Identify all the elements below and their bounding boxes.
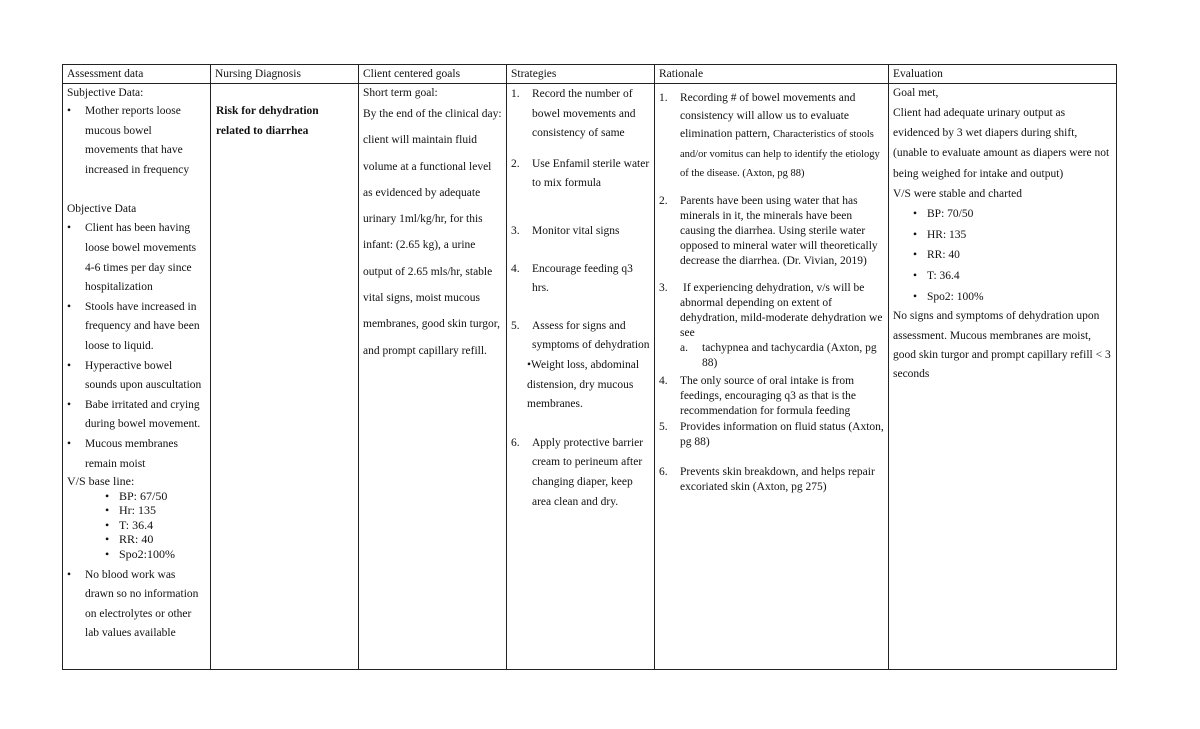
list-item: • Hyperactive bowel sounds upon auscultation [67,357,206,396]
list-item: • T: 36.4 [105,518,206,533]
header-assessment: Assessment data [63,65,211,84]
header-row [63,65,1117,84]
goal-status: Goal met, [893,87,939,99]
list-item: 4. The only source of oral intake is from feedings, encouraging q3 as that is the recommendation for formula feeding [659,375,856,418]
list-item: • Stools have increased in frequency and have been loose to liquid. [67,298,206,357]
list-item: 6. Prevents skin breakdown, and helps repair excoriated skin (Axton, pg 275) [659,466,875,494]
rationale-list [659,89,884,495]
strategies-list [511,85,650,512]
header-diagnosis: Nursing Diagnosis [211,65,359,84]
lab-list [67,566,206,644]
vs-baseline-list [67,489,206,562]
header-rationale: Rationale [655,65,889,84]
dehydration-signs: •Weight loss, abdominal distension, dry mucous membranes. [527,358,640,411]
goals-cell [359,84,507,670]
list-item: • Mother reports loose mucous bowel movements that have increased in frequency [67,102,206,180]
vs-baseline-label: V/S base line: [67,474,135,489]
strategies-cell [507,84,655,670]
list-item: • Spo2:100% [105,547,206,562]
list-item: • BP: 70/50 [913,204,1112,225]
diagnosis-cell [211,84,359,670]
list-item: • Babe irritated and crying during bowel movement. [67,396,206,435]
list-item: • T: 36.4 [913,266,1112,287]
header-goals: Client centered goals [359,65,507,84]
care-plan-table [62,64,1117,670]
list-item: 5. Provides information on fluid status (Axton, pg 88) [659,421,884,449]
header-evaluation: Evaluation [889,65,1117,84]
rationale-cell [655,84,889,670]
list-item: 2. Use Enfamil sterile water to mix formula [511,157,650,190]
list-item: • Spo2: 100% [913,287,1112,308]
list-item: • Mucous membranes remain moist [67,435,206,474]
header-strategies: Strategies [507,65,655,84]
bullet-icon: • [527,358,532,371]
subjective-list [67,102,206,180]
vs-status: V/S were stable and charted [893,187,1023,200]
list-item: 5. Assess for signs and symptoms of dehydration •Weight loss, abdominal distension, dry mucous membranes. [511,317,650,415]
evaluation-cell [889,84,1117,670]
list-item: • Hr: 135 [105,503,206,518]
objective-list [67,219,206,474]
list-item: • No blood work was drawn so no information on electrolytes or other lab values available [67,566,206,644]
list-item: 2. Parents have been using water that has minerals in it, the minerals have been causing the diarrhea. Using sterile water opposed to mineral water will theoretically decrease the diarrhea. (Dr. Vivian, 2019) [659,195,878,268]
evaluation-vs-list [893,204,1112,308]
list-item: 6. Apply protective barrier cream to perineum after changing diaper, keep area clean and dry. [511,436,644,508]
list-item: 1. Record the number of bowel movements and consistency of same [511,88,636,140]
objective-label: Objective Data [67,203,137,216]
list-item: • Client has been having loose bowel movements 4-6 times per day since hospitalization [67,219,206,297]
goal-label: Short term goal: [363,87,438,99]
list-item: 3. If experiencing dehydration, v/s will be abnormal depending on extent of dehydration, mild-moderate dehydration we see a. tachypnea and tachycardia (Axton, pg 88) [659,282,883,370]
list-item: • BP: 67/50 [105,489,206,504]
list-item: • RR: 40 [105,532,206,547]
list-item: 3. Monitor vital signs [511,224,620,237]
evaluation-text-1: Client had adequate urinary output as evidenced by 3 wet diapers during shift, (unable to evaluate amount as diapers were not being weighed for intake and output) [893,107,1110,180]
content-row [63,84,1117,670]
list-item: 1. Recording # of bowel movements and consistency will allow us to evaluate elimination pattern, Characteristics of stools and/or vomitus can help to identify the etiology of the disease. (Axton, pg 88) [659,92,880,179]
rationale-sublist: a. tachypnea and tachycardia (Axton, pg 88) [680,342,877,370]
goal-text: By the end of the clinical day: client will maintain fluid volume at a functional level as evidenced by adequate urinary 1ml/kg/hr, for this infant: (2.65 kg), a urine output of 2.65 mls/hr, stable vital signs, moist mucous membranes, good skin turgor, and prompt capillary refill. [363,108,502,357]
list-item: 4. Encourage feeding q3 hrs. [511,262,633,295]
subjective-label: Subjective Data: [67,87,144,99]
list-item: • HR: 135 [913,225,1112,246]
assessment-cell [63,84,211,670]
diagnosis-text: Risk for dehydration related to diarrhea [216,105,319,137]
list-item: • RR: 40 [913,245,1112,266]
evaluation-text-2: No signs and symptoms of dehydration upon assessment. Mucous membranes are moist, good skin turgor and prompt capillary refill < 3 seconds [893,310,1111,381]
